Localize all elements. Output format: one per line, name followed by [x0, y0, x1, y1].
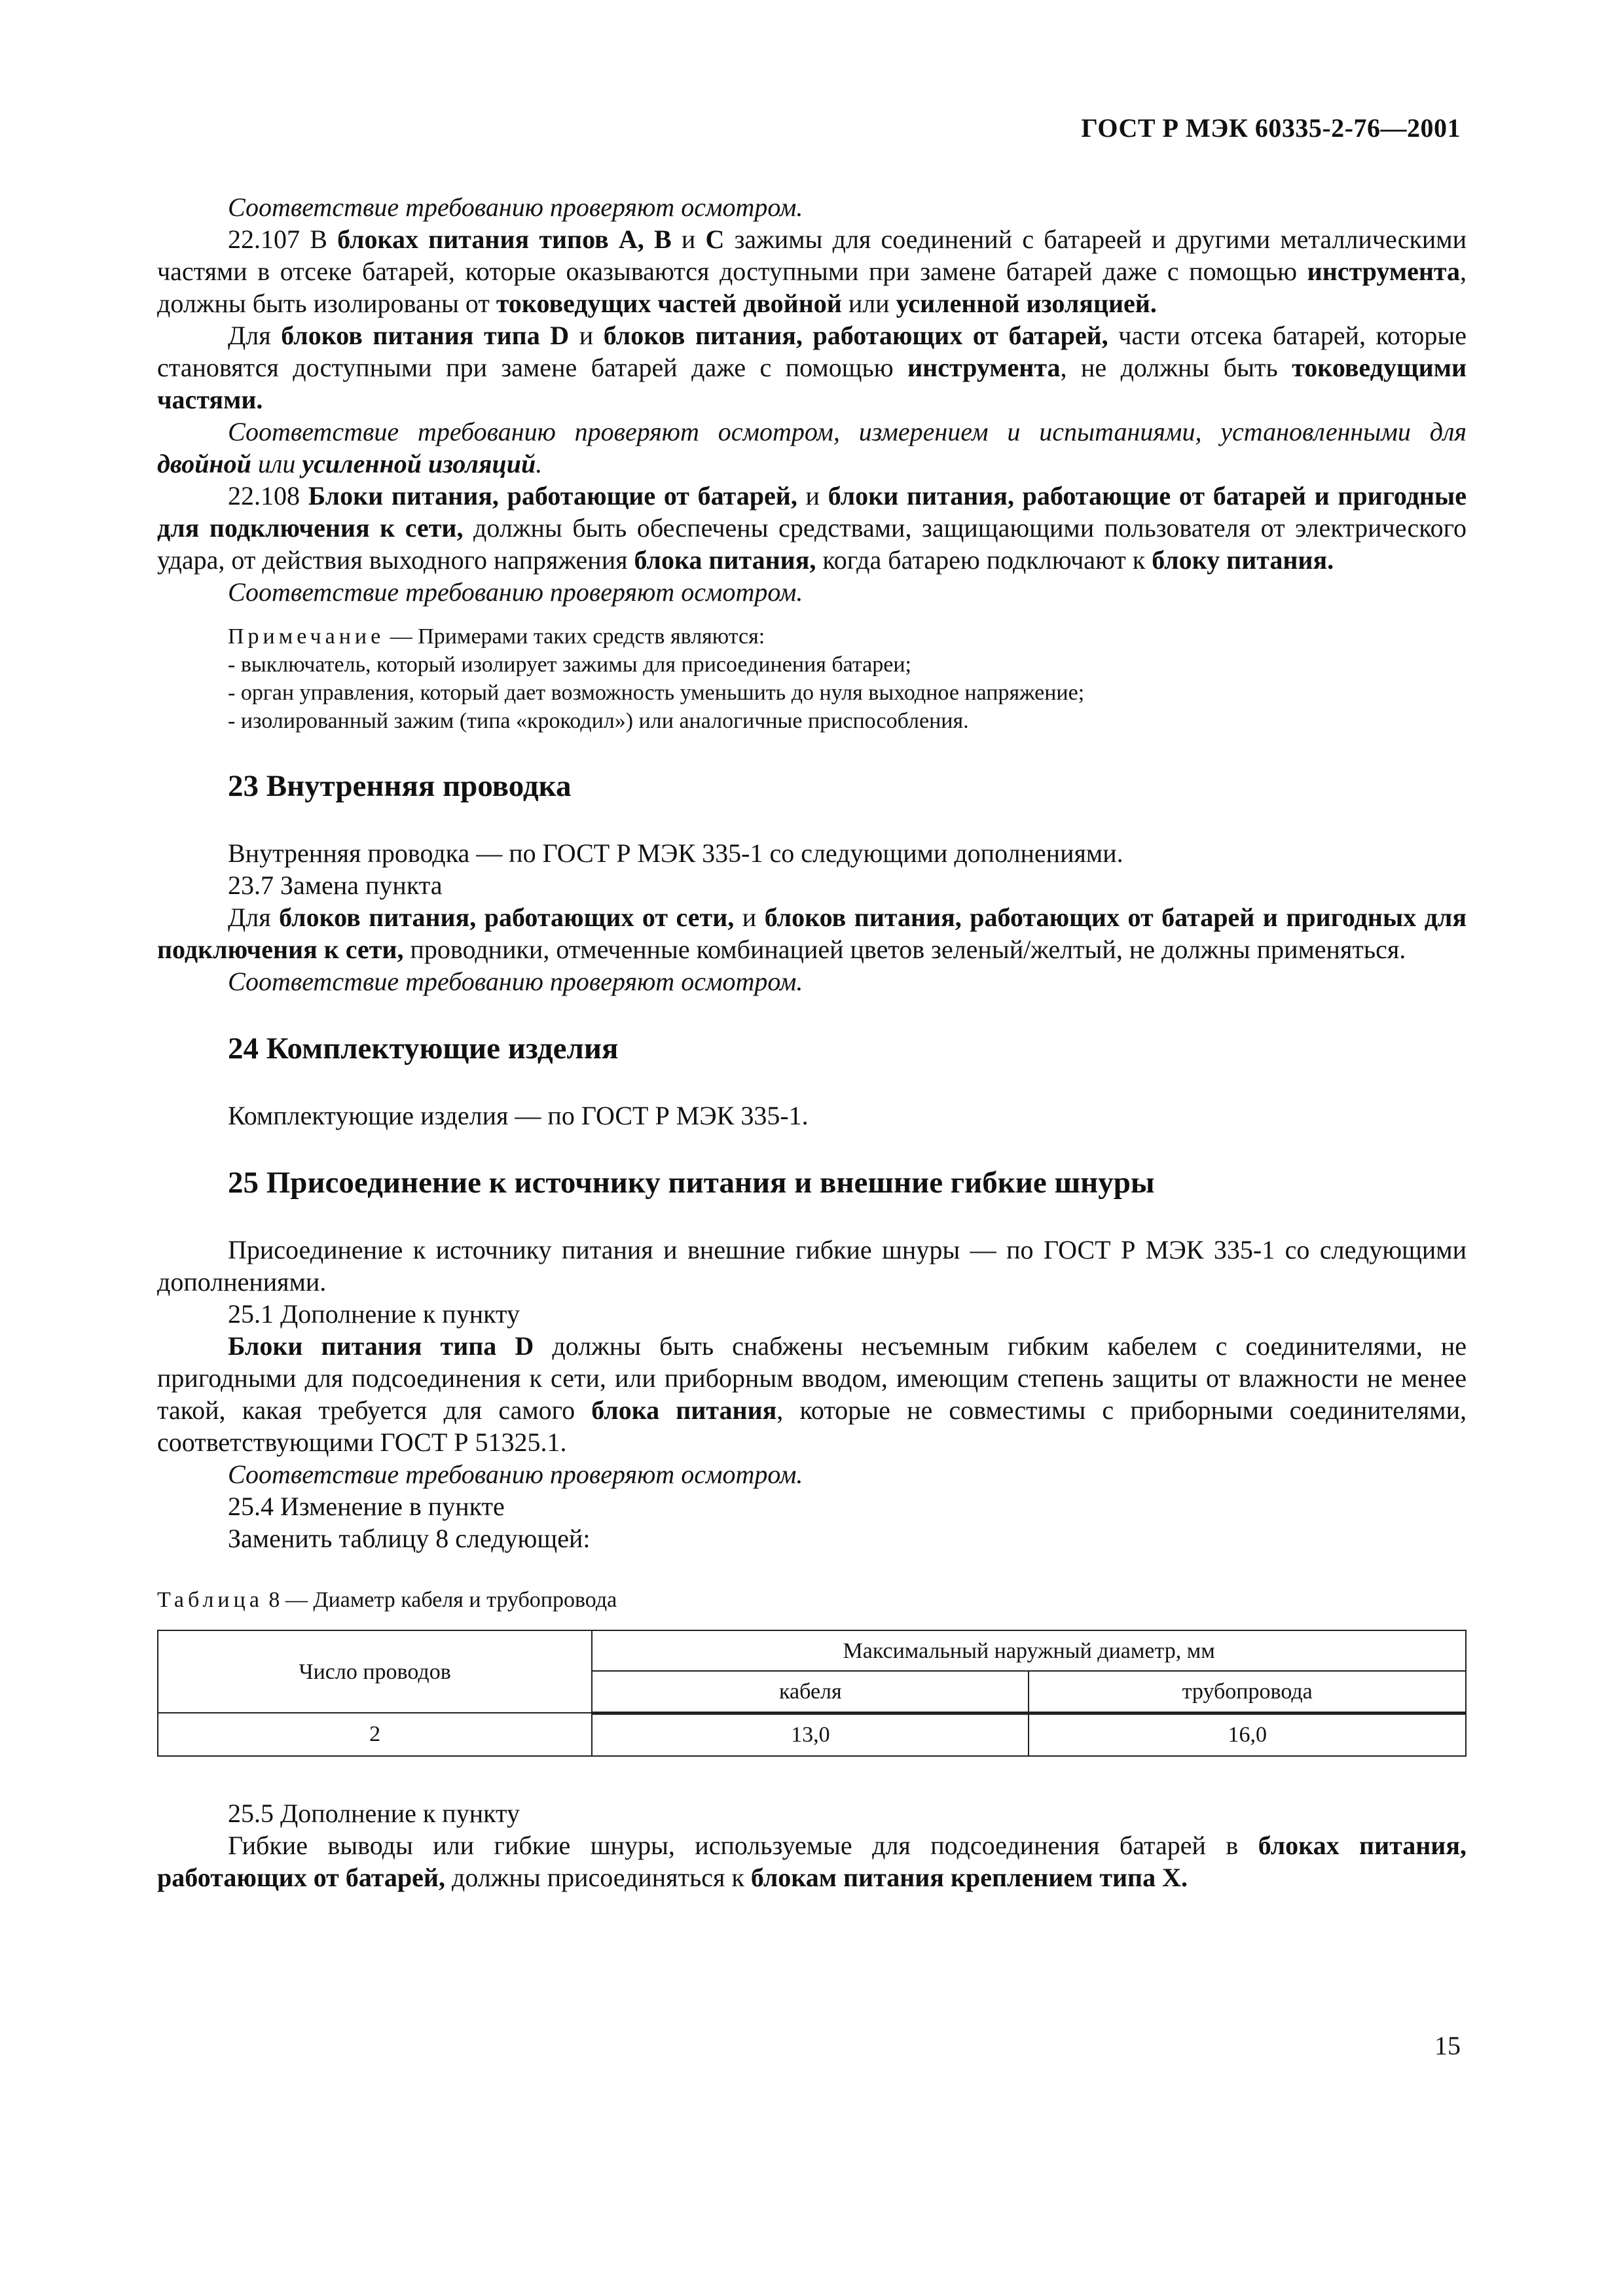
check-22-107: [157, 416, 1467, 480]
text-run: проводники, отмеченные комбинацией цветов зеленый/желтый, не должны применяться.: [403, 935, 1406, 964]
bold-term: усиленной изоляцией.: [896, 289, 1157, 318]
bold-term: токоведущих частей двойной: [496, 289, 842, 318]
cell-conductors: 2: [158, 1713, 592, 1756]
text-run: 22.107 В: [228, 224, 338, 254]
check-22-108: Соответствие требованию проверяют осмотром.: [228, 577, 803, 607]
table-8: [157, 1630, 1467, 1757]
check-22-106: Соответствие требованию проверяют осмотром.: [228, 192, 803, 222]
bold-term: усиленной изоляций: [302, 449, 536, 478]
clause-22-107: [157, 223, 1467, 319]
bold-term: блоков питания, работающих от батарей и пригодных для подключения к сети,: [157, 903, 1467, 964]
text-run: или: [251, 449, 302, 478]
text-run: , не должны быть: [1060, 353, 1292, 382]
header-cell-conductors: Число проводов: [158, 1630, 592, 1713]
bold-term: блоков питания, работающих от сети,: [279, 903, 735, 932]
note-item: - выключатель, который изолирует зажимы для присоединения батареи;: [228, 653, 911, 677]
bold-term: Блоки питания типа D: [228, 1331, 534, 1361]
header-cell-cable: кабеля: [592, 1671, 1029, 1713]
section-24-title: 24 Комплектующие изделия: [228, 1031, 619, 1066]
bold-term: блоков питания типа D: [281, 321, 570, 350]
text-run: должны присоединяться к: [445, 1862, 751, 1892]
bold-term: блоки питания, работающие от батарей и пригодные для подключения к сети,: [157, 481, 1467, 543]
table-caption-text: 8 — Диаметр кабеля и трубопровода: [263, 1588, 617, 1612]
bold-term: инструмента: [1307, 257, 1460, 286]
clause-25-1-body: [157, 1330, 1467, 1458]
table-caption-label: Таблица: [157, 1588, 263, 1612]
clause-25-1-heading: 25.1 Дополнение к пункту: [228, 1299, 520, 1329]
text-run: .: [536, 449, 543, 478]
section-25-intro: Присоединение к источнику питания и внешние гибкие шнуры — по ГОСТ Р МЭК 335-1 со следующими дополнениями.: [157, 1235, 1467, 1297]
text-run: и: [797, 481, 828, 511]
text-run: Соответствие требованию проверяют осмотром, измерением и испытаниями, установленными для: [228, 417, 1467, 446]
text-run: Для: [228, 321, 282, 350]
clause-25-4-replace: Заменить таблицу 8 следующей:: [228, 1524, 591, 1553]
text-run: , должны быть изолированы от: [157, 257, 1467, 318]
bold-term: блоку питания.: [1152, 545, 1334, 575]
text-run: , которые не совместимы с приборными соединителями, соответствующими ГОСТ Р 51325.1.: [157, 1395, 1467, 1457]
text-run: должны быть обеспечены средствами, защищающими пользователя от электрического удара, от действия выходного напряжения: [157, 513, 1467, 575]
note-22-108: [157, 622, 1467, 651]
text-run: и: [734, 903, 765, 932]
text-run: когда батарею подключают к: [816, 545, 1152, 575]
text-run: должны быть снабжены несъемным гибким кабелем с соединителями, не пригодными для подсоединения к сети, или приборным вводом, имеющим степень защиты от влажности не менее такой, какая требуется для самого: [157, 1331, 1467, 1425]
bold-term: Блоки питания, работающие от батарей,: [308, 481, 797, 511]
cell-cable: 13,0: [592, 1713, 1029, 1756]
note-label: Примечание: [228, 624, 385, 649]
header-cell-conduit: трубопровода: [1029, 1671, 1466, 1713]
section-25-title: 25 Присоединение к источнику питания и внешние гибкие шнуры: [228, 1166, 1155, 1200]
page-content: [157, 191, 1467, 1893]
clause-25-4-heading: 25.4 Изменение в пункте: [228, 1492, 505, 1521]
note-item: - изолированный зажим (типа «крокодил») или аналогичные приспособления.: [228, 709, 969, 733]
cell-conduit: 16,0: [1029, 1713, 1466, 1756]
bold-term: инструмента: [907, 353, 1061, 382]
note-text: — Примерами таких средств являются:: [384, 624, 765, 649]
bold-term: блоков питания, работающих от батарей,: [603, 321, 1108, 350]
bold-term: C: [705, 224, 725, 254]
text-run: части отсека батарей, которые становятся доступными при замене батарей даже с помощью: [157, 321, 1467, 382]
bold-term: блокам питания креплением типа X.: [750, 1862, 1188, 1892]
section-23-intro: Внутренняя проводка — по ГОСТ Р МЭК 335-1 со следующими дополнениями.: [228, 838, 1123, 868]
clause-23-7-heading: 23.7 Замена пункта: [228, 870, 443, 900]
section-23-title: 23 Внутренняя проводка: [228, 769, 572, 803]
page-number: 15: [1434, 2031, 1461, 2060]
bold-term: двойной: [157, 449, 251, 478]
text-run: и: [569, 321, 604, 350]
clause-22-107-b: [157, 319, 1467, 416]
text-run: и: [671, 224, 706, 254]
text-run: Для: [228, 903, 280, 932]
bold-term: блоках питания типов A, B: [337, 224, 672, 254]
standard-header: ГОСТ Р МЭК 60335-2-76—2001: [1081, 113, 1461, 143]
text-run: 22.108: [228, 481, 308, 511]
clause-22-108: [157, 480, 1467, 576]
clause-23-7-body: [157, 901, 1467, 965]
check-25-1: Соответствие требованию проверяют осмотром.: [228, 1460, 803, 1489]
header-cell-max-diameter: Максимальный наружный диаметр, мм: [592, 1630, 1466, 1671]
note-item: - орган управления, который дает возможность уменьшить до нуля выходное напряжение;: [228, 681, 1085, 705]
check-23-7: Соответствие требованию проверяют осмотром.: [228, 967, 803, 996]
text-run: Гибкие выводы или гибкие шнуры, используемые для подсоединения батарей в: [228, 1830, 1258, 1860]
text-run: зажимы для соединений с батареей и другими металлическими частями в отсеке батарей, которые оказываются доступными при замене батарей даже с помощью: [157, 224, 1467, 286]
bold-term: блока питания: [591, 1395, 777, 1425]
table-8-caption: [157, 1586, 1467, 1614]
bold-term: блоках питания, работающих от батарей,: [157, 1830, 1467, 1892]
clause-25-5-body: [157, 1829, 1467, 1893]
clause-25-5-heading: 25.5 Дополнение к пункту: [228, 1798, 520, 1828]
text-run: или: [841, 289, 896, 318]
table-row: [158, 1713, 1466, 1756]
bold-term: блока питания,: [634, 545, 816, 575]
bold-term: токоведущими частями.: [157, 353, 1467, 414]
section-24-intro: Комплектующие изделия — по ГОСТ Р МЭК 335-1.: [228, 1101, 809, 1130]
